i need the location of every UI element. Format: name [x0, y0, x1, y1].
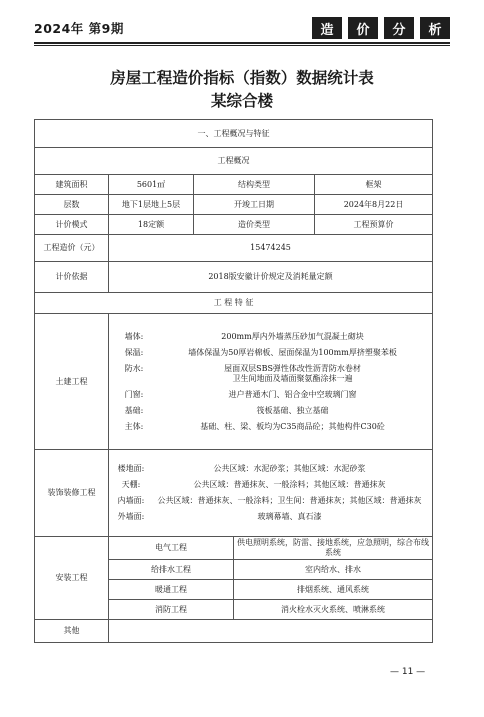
document-title: 房屋工程造价指标（指数）数据统计表 — [110, 69, 374, 87]
install-item-name: 电气工程 — [109, 537, 234, 560]
feature-row: 基础: 筏板基础、独立基础 — [124, 405, 329, 415]
cost-value: 15474245 — [109, 235, 433, 262]
pricing-mode-value: 18定额 — [109, 215, 194, 235]
column-char: 造 — [312, 17, 342, 39]
feature-row: 内墙面: 公共区域：普通抹灰、一般涂料；卫生间：普通抹灰；其他区域：普通抹灰 — [117, 496, 422, 505]
decoration-features — [109, 450, 433, 537]
cost-index-table — [34, 119, 433, 643]
feature-row: 防水: 屋面双层SBS弹性体改性沥青防水卷材 卫生间地面及墙面聚氨酯涂抹一遍 — [124, 363, 361, 383]
basis-label: 计价依据 — [35, 262, 109, 293]
feature-row: 外墙面: 玻璃幕墙、真石漆 — [117, 512, 322, 521]
feature-row: 主体: 基础、柱、梁、板均为C35商品砼；其他构件C30砼 — [124, 421, 385, 431]
decoration-label: 装饰装修工程 — [35, 450, 109, 537]
other-label: 其他 — [35, 620, 109, 643]
structure-label: 结构类型 — [194, 175, 315, 195]
cost-type-value: 工程预算价 — [315, 215, 433, 235]
column-char: 分 — [384, 17, 414, 39]
feature-row: 楼地面: 公共区域：水泥砂浆；其他区域：水泥砂浆 — [117, 464, 366, 473]
document-subtitle: 某综合楼 — [210, 92, 273, 110]
cost-type-label: 造价类型 — [194, 215, 315, 235]
issue-label: 2024年 第9期 — [34, 21, 124, 36]
install-item-name: 给排水工程 — [109, 560, 234, 580]
header-rule-thin — [34, 45, 450, 46]
pricing-mode-label: 计价模式 — [35, 215, 109, 235]
overview-title: 工程概况 — [35, 148, 433, 175]
column-char: 析 — [420, 17, 450, 39]
install-item-name: 暖通工程 — [109, 580, 234, 600]
features-title: 工 程 特 征 — [35, 293, 433, 314]
floors-value: 地下1层地上5层 — [109, 195, 194, 215]
install-item-name: 消防工程 — [109, 600, 234, 620]
feature-row: 墙体: 200mm厚内外墙蒸压砂加气混凝土砌块 — [124, 331, 364, 341]
feature-row: 天棚: 公共区域：普通抹灰、一般涂料；其他区域：普通抹灰 — [121, 480, 386, 489]
basis-value: 2018版安徽计价规定及消耗量定额 — [109, 262, 433, 293]
cost-label: 工程造价（元） — [35, 235, 109, 262]
building-area-label: 建筑面积 — [35, 175, 109, 195]
page-number: — 11 — — [390, 667, 426, 677]
start-date-value: 2024年8月22日 — [315, 195, 433, 215]
structure-value: 框架 — [315, 175, 433, 195]
install-item-text: 供电照明系统，防雷、接地系统，应急照明，综合布线系统 — [234, 537, 433, 560]
floors-label: 层数 — [35, 195, 109, 215]
feature-row: 门窗: 进户普通木门、铝合金中空玻璃门窗 — [124, 389, 357, 399]
column-char: 价 — [348, 17, 378, 39]
start-date-label: 开竣工日期 — [194, 195, 315, 215]
install-item-text: 消火栓水灭火系统、喷淋系统 — [234, 600, 433, 620]
header-rule — [34, 42, 450, 44]
install-item-text: 室内给水、排水 — [234, 560, 433, 580]
other-value — [109, 620, 433, 643]
install-item-text: 排烟系统、通风系统 — [234, 580, 433, 600]
section-heading: 一、工程概况与特征 — [35, 120, 433, 148]
feature-row: 保温: 墙体保温为50厚岩棉板、屋面保温为100mm厚挤塑聚苯板 — [124, 347, 397, 357]
column-tag — [312, 17, 450, 39]
civil-features — [109, 314, 433, 450]
building-area-value: 5601㎡ — [109, 175, 194, 195]
installation-label: 安装工程 — [35, 537, 109, 620]
civil-label: 土建工程 — [35, 314, 109, 450]
